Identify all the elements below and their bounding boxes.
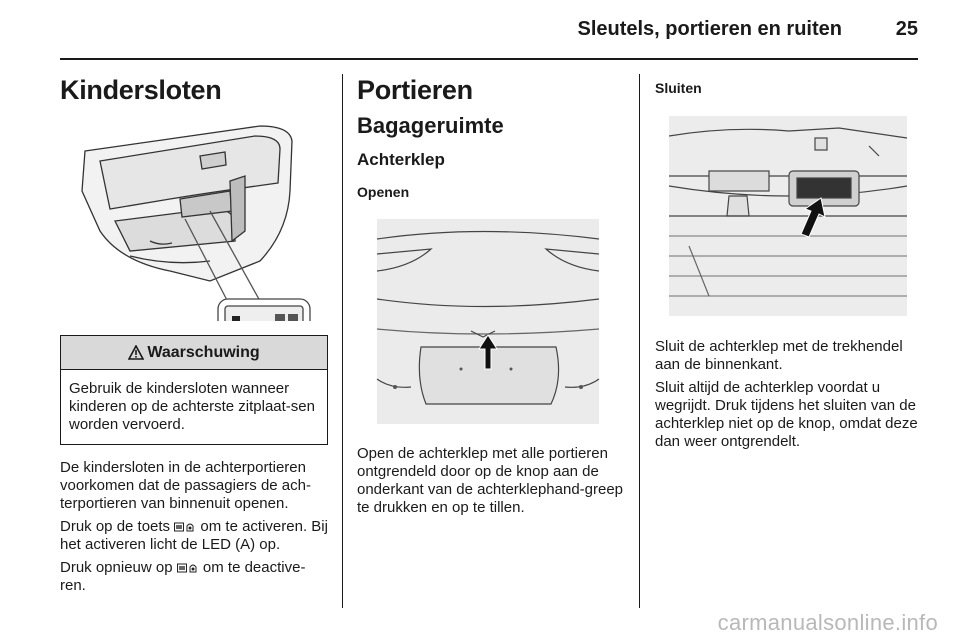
child-lock-icon xyxy=(174,520,196,533)
section-heading-kindersloten: Kindersloten xyxy=(60,75,222,105)
warning-title: Waarschuwing xyxy=(147,343,260,361)
header-rule xyxy=(60,58,918,60)
warning-text: Gebruik de kindersloten wanneer kinderen op de achterste zitplaat-sen worden vervoerd. xyxy=(69,380,315,434)
watermark: carmanualsonline.info xyxy=(717,610,938,635)
paragraph-child-locks: De kindersloten in de achterportieren voorkomen dat de passagiers de ach-terportieren van binnenuit openen. xyxy=(60,459,311,513)
warning-header xyxy=(61,336,327,370)
column-divider-2 xyxy=(639,74,640,608)
page-header xyxy=(0,0,960,62)
paragraph-sluiten-2: Sluit altijd de achterklep voordat u wegrijdt. Druk tijdens het sluiten van de achterklep niet op de knop, omdat deze dan weer ontgrendelt. xyxy=(655,378,918,450)
column-portieren xyxy=(357,74,625,522)
paragraph-deactivate: Druk opnieuw op om te deactive-ren. xyxy=(60,559,306,595)
label-openen: Openen xyxy=(357,184,410,201)
header-title: Sleutels, portieren en ruiten xyxy=(577,18,842,40)
page-number: 25 xyxy=(895,18,918,40)
warning-box xyxy=(60,335,328,445)
paragraph-sluiten-1: Sluit de achterklep met de trekhendel aan de binnenkant. xyxy=(655,337,903,373)
label-sluiten: Sluiten xyxy=(655,80,702,96)
door-panel-figure xyxy=(60,121,328,321)
section-heading-portieren: Portieren xyxy=(357,75,473,105)
paragraph-openen: Open de achterklep met alle portieren ontgrendeld door op de knop aan de onderkant van de achterklephand-greep te drukken en op te tillen. xyxy=(357,444,624,516)
subheading-achterklep: Achterklep xyxy=(357,149,445,169)
subheading-bagageruimte: Bagageruimte xyxy=(357,113,504,139)
child-lock-icon xyxy=(177,561,199,574)
paragraph-activate: Druk op de toets om te activeren. Bij het activeren licht de LED (A) op. xyxy=(60,518,328,554)
column-sluiten xyxy=(655,74,920,456)
column-divider-1 xyxy=(342,74,343,608)
warning-triangle-icon xyxy=(128,345,144,360)
column-kindersloten xyxy=(60,74,328,600)
tailgate-open-figure xyxy=(371,219,601,427)
tailgate-close-figure xyxy=(669,116,909,316)
